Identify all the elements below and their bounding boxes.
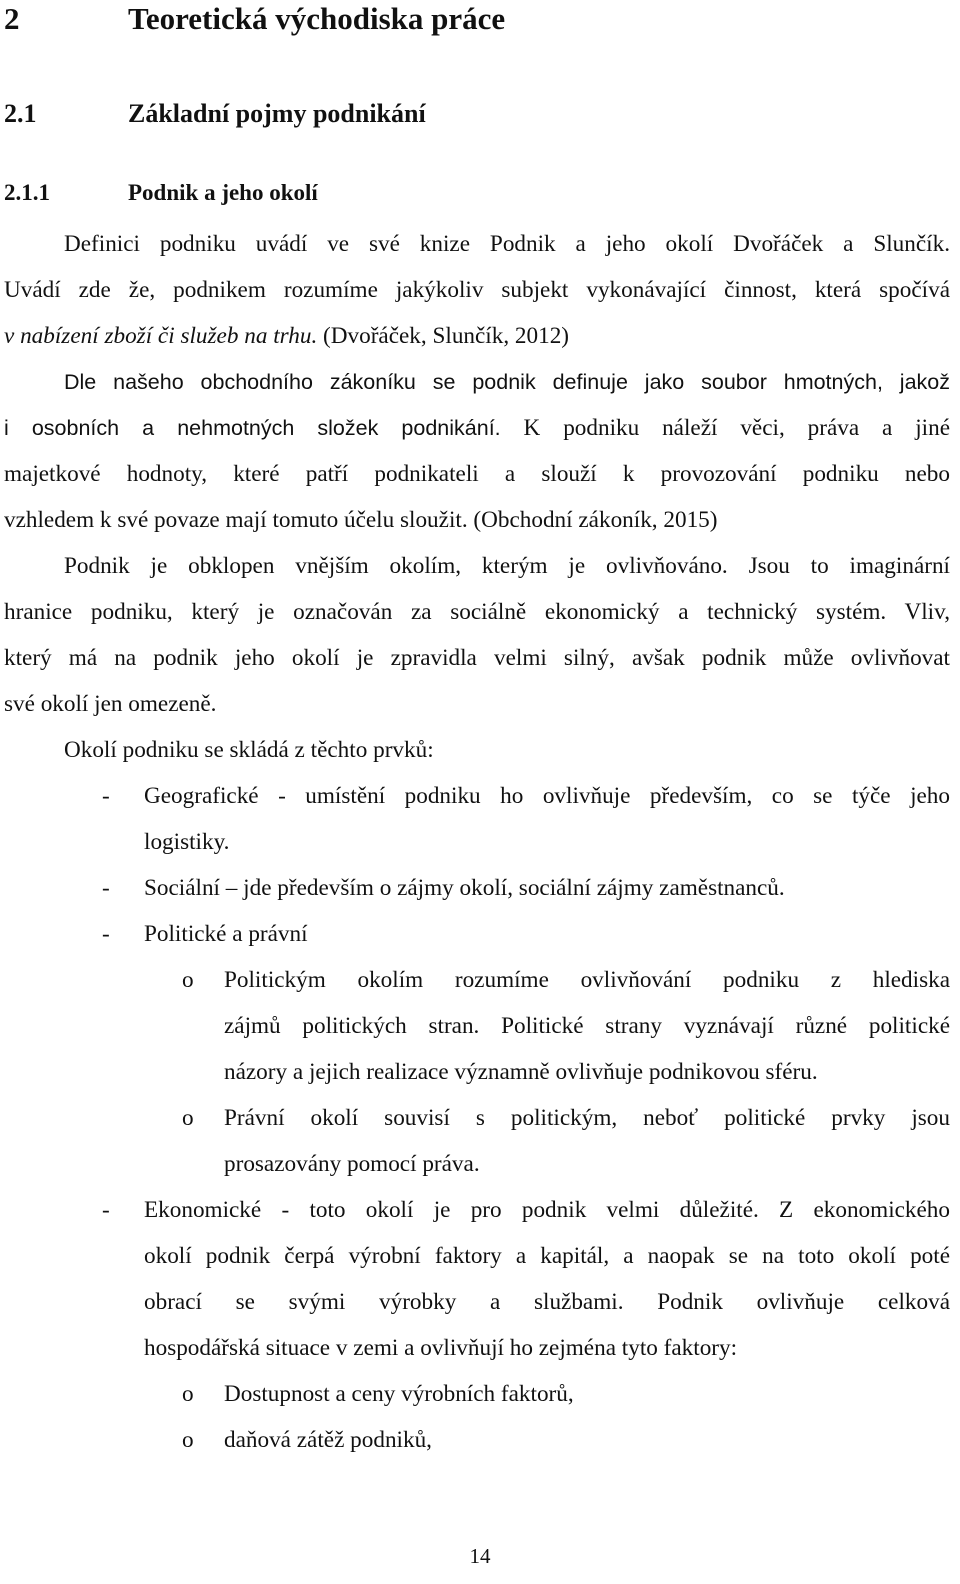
list-item-line: obrací se svými výrobky a službami. Podnik ovlivňuje celková <box>144 1289 950 1315</box>
paragraph-line: Uvádí zde že, podnikem rozumíme jakýkoliv subjekt vykonávající činnost, která spočívá <box>4 277 950 303</box>
chapter-number: 2 <box>4 1 20 36</box>
dash-bullet: - <box>102 875 110 901</box>
paragraph-line: Podnik je obklopen vnějším okolím, kterým je ovlivňováno. Jsou to imaginární <box>64 553 950 579</box>
sans-text: i osobních a nehmotných složek podnikání. <box>4 416 501 440</box>
paragraph-line: který má na podnik jeho okolí je zpravidla velmi silný, avšak podnik může ovlivňovat <box>4 645 950 671</box>
circle-bullet: o <box>182 967 194 993</box>
list-item-line: logistiky. <box>144 829 230 855</box>
list-item-line: okolí podnik čerpá výrobní faktory a kapitál, a naopak se na toto okolí poté <box>144 1243 950 1269</box>
circle-bullet: o <box>182 1381 194 1407</box>
sublist-item-line: Právní okolí souvisí s politickým, neboť politické prvky jsou <box>224 1105 950 1131</box>
subsection-number: 2.1.1 <box>4 180 50 205</box>
paragraph-line: vzhledem k své povaze mají tomuto účelu sloužit. (Obchodní zákoník, 2015) <box>4 507 718 533</box>
paragraph-line: majetkové hodnoty, které patří podnikateli a slouží k provozování podniku nebo <box>4 461 950 487</box>
chapter-title: Teoretická východiska práce <box>128 1 506 36</box>
dash-bullet: - <box>102 783 110 809</box>
circle-bullet: o <box>182 1427 194 1453</box>
list-item-line: Politické a právní <box>144 921 308 947</box>
section-heading <box>4 96 426 132</box>
sublist-item-line: Politickým okolím rozumíme ovlivňování podniku z hlediska <box>224 967 950 993</box>
paragraph-line: Definici podniku uvádí ve své knize Podnik a jeho okolí Dvořáček a Slunčík. <box>64 231 950 257</box>
section-title: Základní pojmy podnikání <box>128 99 426 128</box>
list-item-line: Sociální – jde především o zájmy okolí, sociální zájmy zaměstnanců. <box>144 875 785 901</box>
paragraph-line <box>4 413 950 443</box>
paragraph-line: hranice podniku, který je označován za sociálně ekonomický a technický systém. Vliv, <box>4 599 950 625</box>
sublist-item-line: prosazovány pomocí práva. <box>224 1151 480 1177</box>
sublist-item-line: Dostupnost a ceny výrobních faktorů, <box>224 1381 574 1407</box>
dash-bullet: - <box>102 1197 110 1223</box>
sublist-item-line: daňová zátěž podniků, <box>224 1427 432 1453</box>
dash-bullet: - <box>102 921 110 947</box>
paragraph-line: Dle našeho obchodního zákoníku se podnik definuje jako soubor hmotných, jakož <box>64 370 950 394</box>
section-number: 2.1 <box>4 99 37 128</box>
chapter-heading <box>4 0 505 38</box>
list-item-line: Geografické - umístění podniku ho ovlivňuje především, co se týče jeho <box>144 783 950 809</box>
list-item-line: hospodářská situace v zemi a ovlivňují ho zejména tyto faktory: <box>144 1335 738 1361</box>
sublist-item-line: názory a jejich realizace významně ovlivňuje podnikovou sféru. <box>224 1059 818 1085</box>
subsection-title: Podnik a jeho okolí <box>128 180 318 205</box>
italic-text: v nabízení zboží či služeb na trhu. <box>4 323 318 349</box>
paragraph-line <box>4 321 950 351</box>
paragraph-text: K podniku náleží věci, práva a jiné <box>523 415 950 441</box>
paragraph-line: Okolí podniku se skládá z těchto prvků: <box>64 737 434 763</box>
paragraph-line: své okolí jen omezeně. <box>4 691 217 717</box>
sublist-item-line: zájmů politických stran. Politické strany vyznávají různé politické <box>224 1013 950 1039</box>
subsection-heading <box>4 176 318 210</box>
page-number: 14 <box>469 1544 491 1568</box>
list-item-line: Ekonomické - toto okolí je pro podnik velmi důležité. Z ekonomického <box>144 1197 950 1223</box>
citation: (Dvořáček, Slunčík, 2012) <box>323 323 570 349</box>
circle-bullet: o <box>182 1105 194 1131</box>
